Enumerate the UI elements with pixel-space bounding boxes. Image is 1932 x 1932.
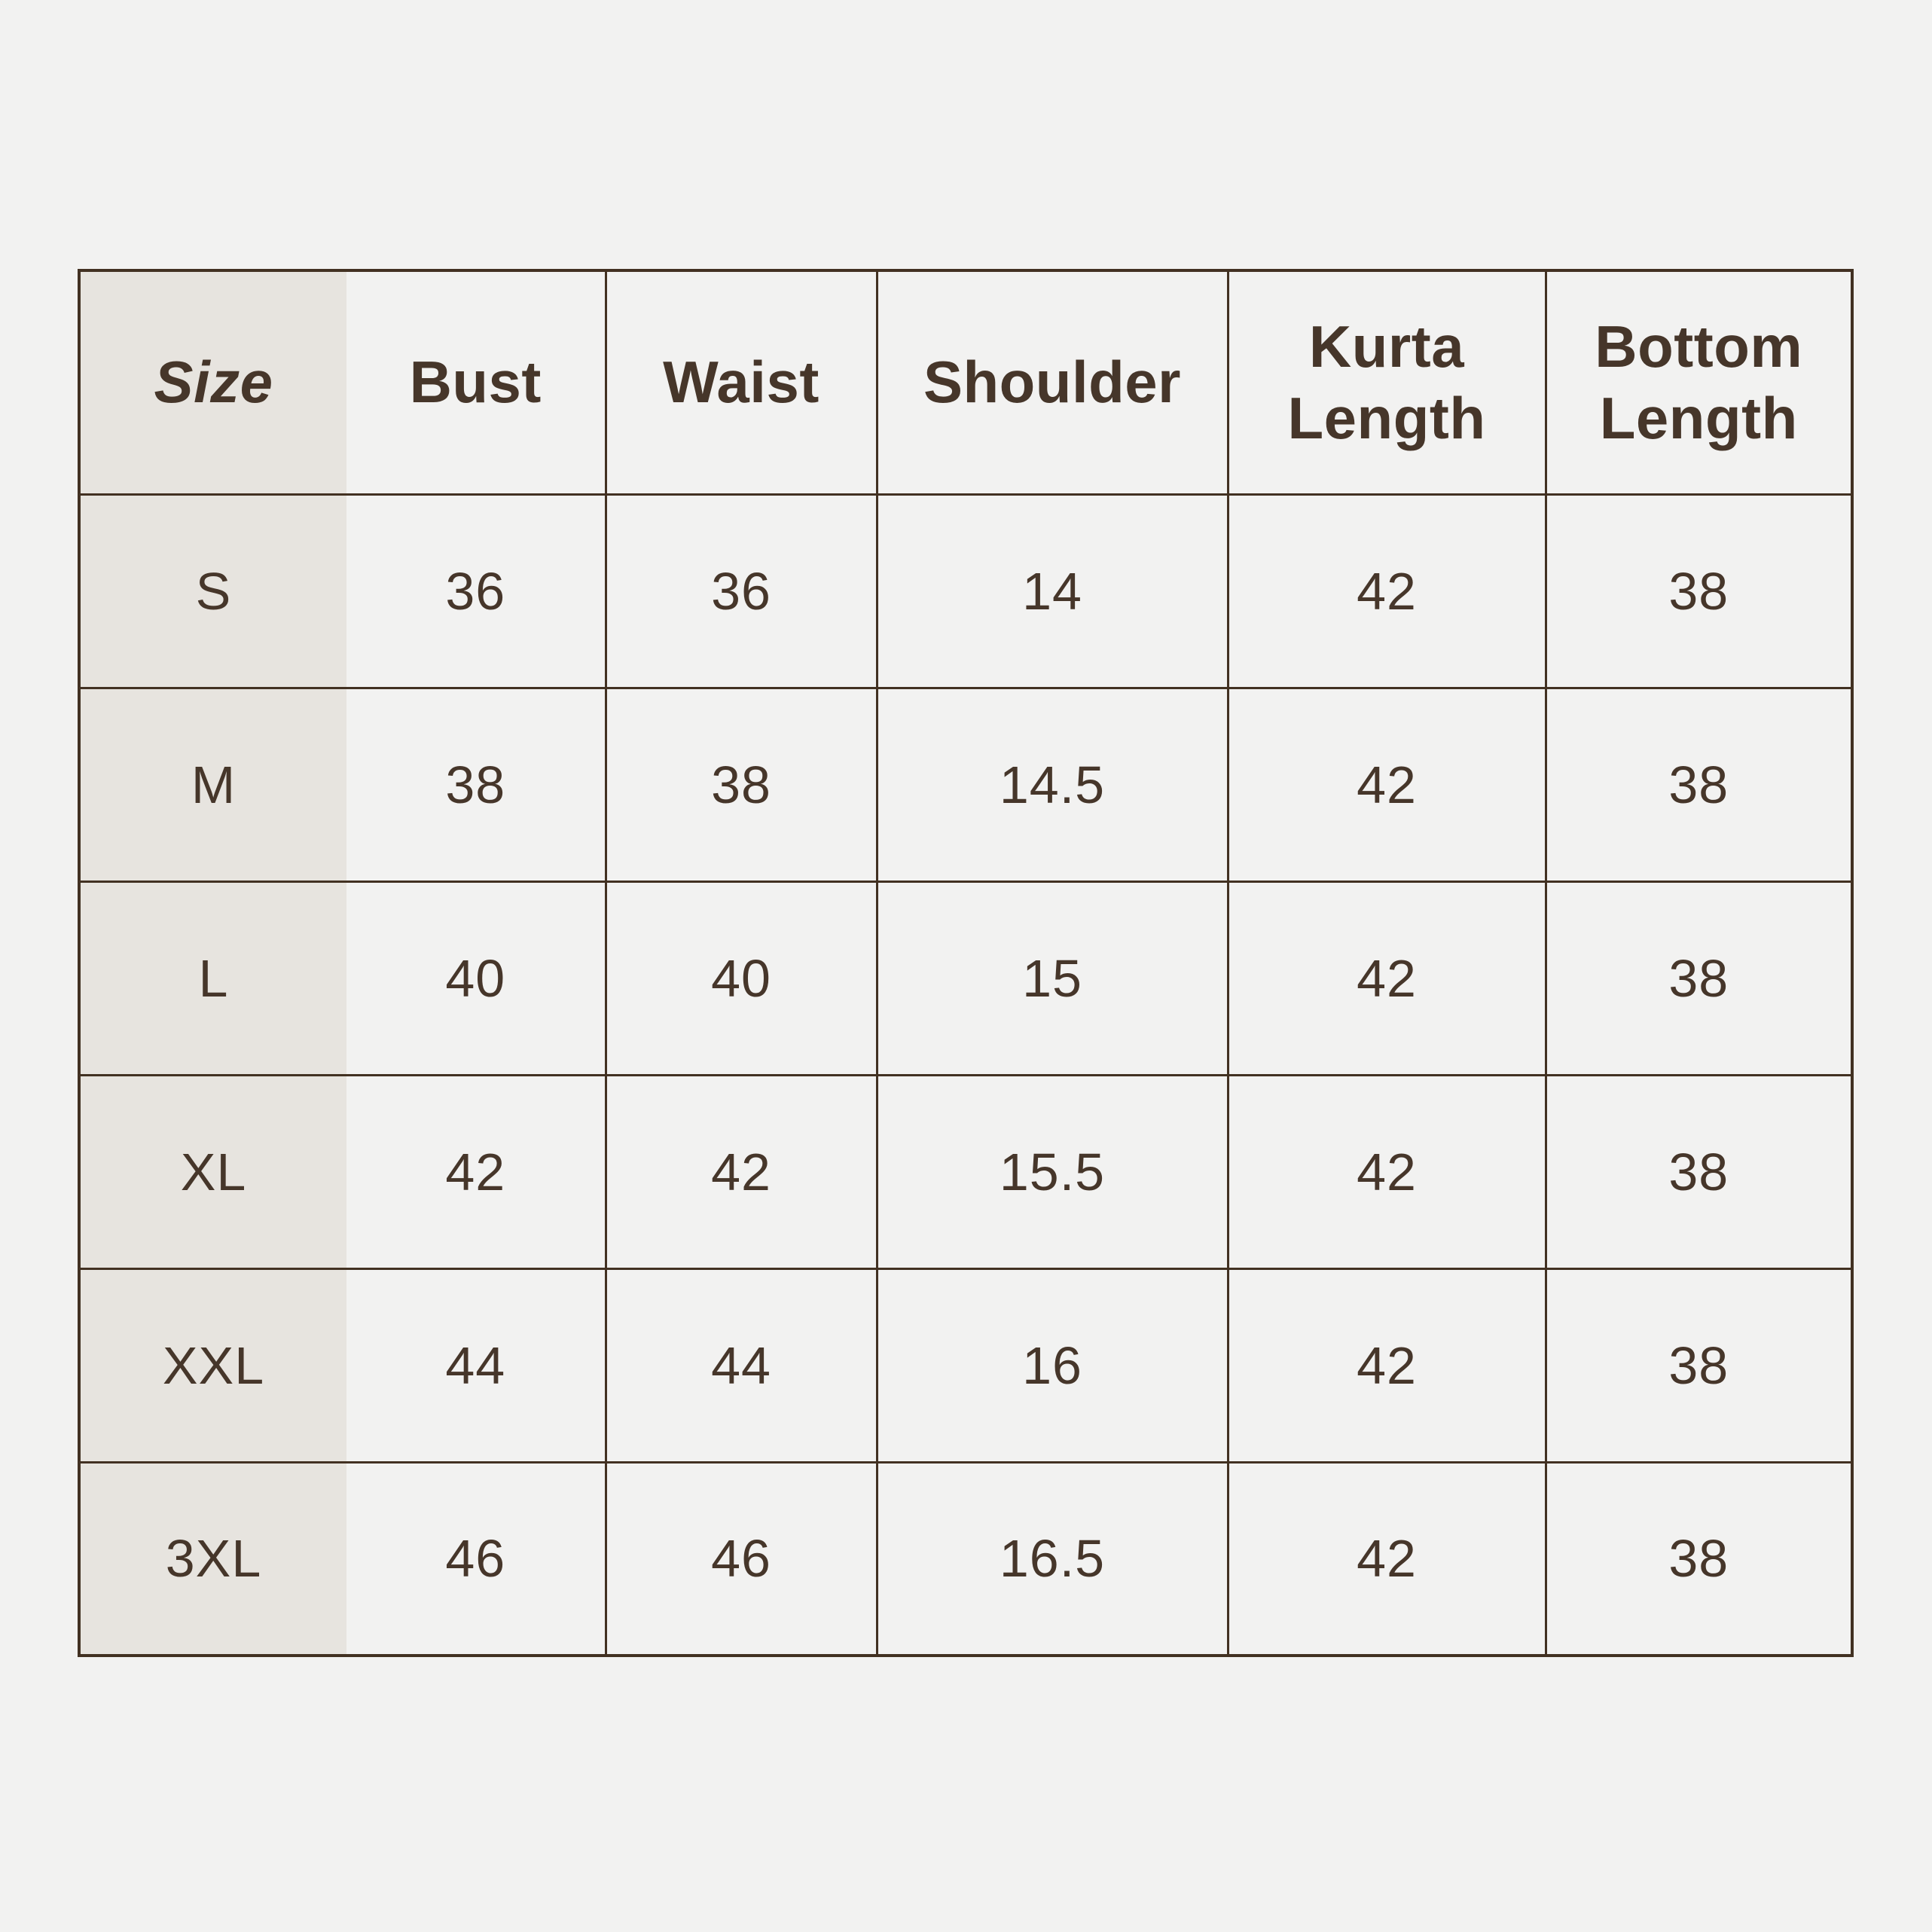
- header-bottom-length: Bottom Length: [1546, 270, 1852, 494]
- row-3xl-bottom-length: 38: [1546, 1462, 1852, 1656]
- table-row-m: [79, 688, 1852, 881]
- size-chart: [78, 269, 1851, 1657]
- row-l-shoulder: 15: [877, 881, 1228, 1075]
- row-xl-shoulder: 15.5: [877, 1075, 1228, 1268]
- table-row-xl: [79, 1075, 1852, 1268]
- row-m-bottom-length: 38: [1546, 688, 1852, 881]
- row-3xl-shoulder: 16.5: [877, 1462, 1228, 1656]
- row-xxl-waist: 44: [606, 1268, 877, 1462]
- row-xxl-kurta-length: 42: [1228, 1268, 1546, 1462]
- row-xl-bottom-length: 38: [1546, 1075, 1852, 1268]
- header-waist: Waist: [606, 270, 877, 494]
- row-3xl-kurta-length: 42: [1228, 1462, 1546, 1656]
- row-s-shoulder: 14: [877, 494, 1228, 688]
- row-l-bust: 40: [346, 881, 606, 1075]
- size-chart-table: [78, 269, 1854, 1657]
- row-xxl-bust: 44: [346, 1268, 606, 1462]
- table-row-s: [79, 494, 1852, 688]
- row-s-size-label: S: [79, 494, 346, 688]
- row-3xl-bust: 46: [346, 1462, 606, 1656]
- row-3xl-size-label: 3XL: [79, 1462, 346, 1656]
- row-xl-waist: 42: [606, 1075, 877, 1268]
- row-m-shoulder: 14.5: [877, 688, 1228, 881]
- row-3xl-waist: 46: [606, 1462, 877, 1656]
- table-row-xxl: [79, 1268, 1852, 1462]
- table-row-l: [79, 881, 1852, 1075]
- row-s-bottom-length: 38: [1546, 494, 1852, 688]
- header-row: [79, 270, 1852, 494]
- row-m-kurta-length: 42: [1228, 688, 1546, 881]
- row-m-bust: 38: [346, 688, 606, 881]
- row-l-kurta-length: 42: [1228, 881, 1546, 1075]
- row-l-waist: 40: [606, 881, 877, 1075]
- row-s-waist: 36: [606, 494, 877, 688]
- row-l-bottom-length: 38: [1546, 881, 1852, 1075]
- header-size: Size: [79, 270, 346, 494]
- row-m-waist: 38: [606, 688, 877, 881]
- header-bust: Bust: [346, 270, 606, 494]
- table-row-3xl: [79, 1462, 1852, 1656]
- row-xxl-bottom-length: 38: [1546, 1268, 1852, 1462]
- row-l-size-label: L: [79, 881, 346, 1075]
- row-s-kurta-length: 42: [1228, 494, 1546, 688]
- row-s-bust: 36: [346, 494, 606, 688]
- row-xxl-size-label: XXL: [79, 1268, 346, 1462]
- row-m-size-label: M: [79, 688, 346, 881]
- row-xl-kurta-length: 42: [1228, 1075, 1546, 1268]
- header-kurta-length: Kurta Length: [1228, 270, 1546, 494]
- row-xl-bust: 42: [346, 1075, 606, 1268]
- row-xl-size-label: XL: [79, 1075, 346, 1268]
- header-shoulder: Shoulder: [877, 270, 1228, 494]
- row-xxl-shoulder: 16: [877, 1268, 1228, 1462]
